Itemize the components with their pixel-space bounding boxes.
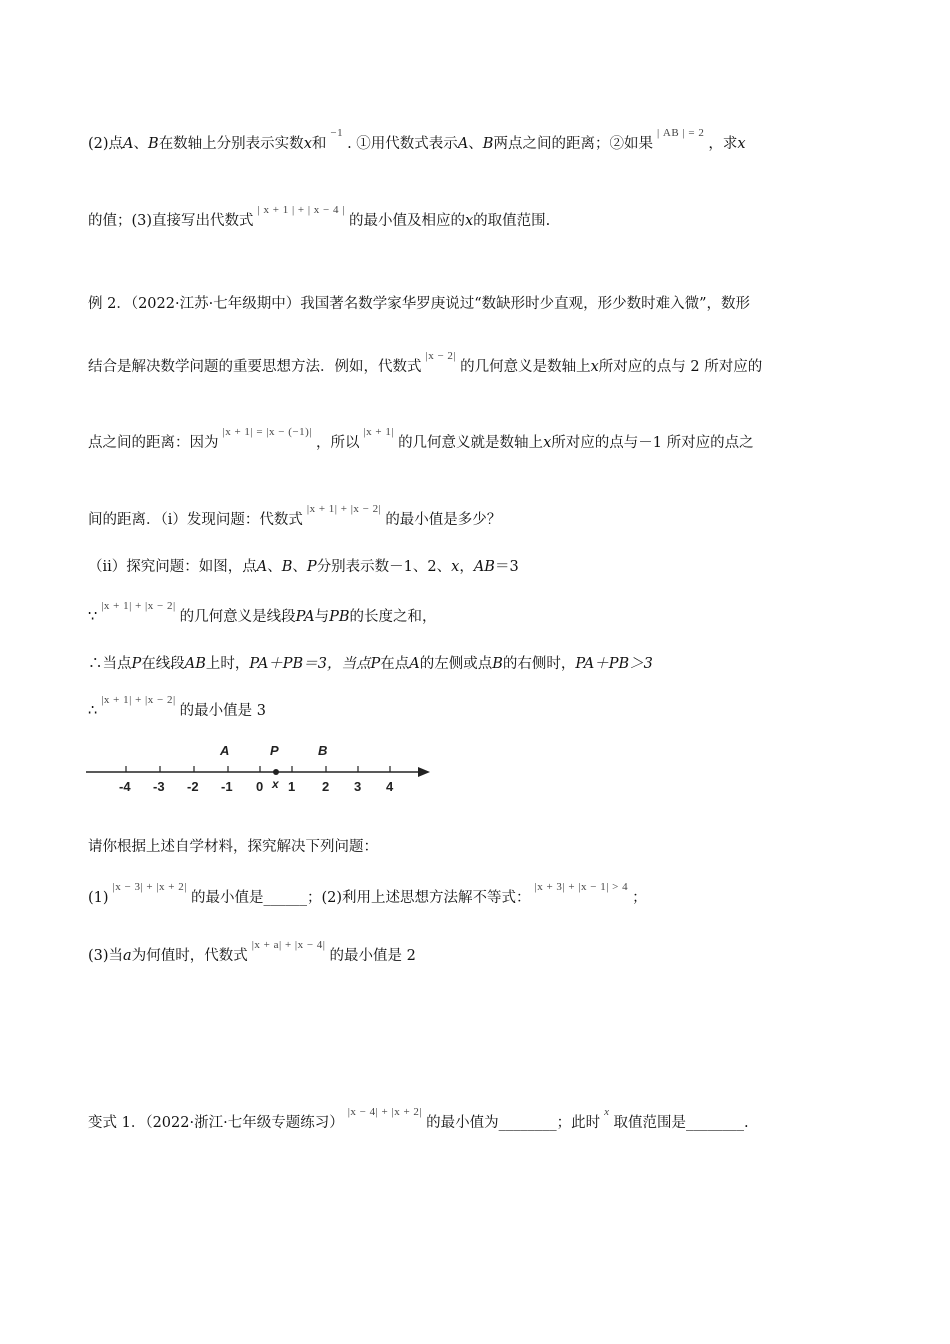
question-1-2: $(1)^{|x - 3| + |x + 2|}$的最小值是______；(2)利用上述思想方法解不等式：$^{|x + 3| + |x - 1| > 4}$； <box>88 881 647 906</box>
example2-line-3: 点之间的距离：因为$^{|x + 1| = |x - (-1)|}$，所以$^{|x + 1|}$的几何意义就是数轴上x所对应的点与－1 所对应的点之 <box>88 426 754 451</box>
tick-label: -2 <box>187 779 199 794</box>
tick-label: -1 <box>221 779 233 794</box>
label-p: P <box>270 743 279 758</box>
point-p-dot <box>273 769 279 775</box>
problem-line-2: 的值；(3)直接写出代数式$^{| x + 1 | + | x - 4 |}$的最小值及相应的x的取值范围. <box>88 204 551 229</box>
label-x: x <box>272 777 279 791</box>
label-b: B <box>318 743 328 758</box>
tick-group <box>119 766 394 794</box>
tick-label: 1 <box>288 779 296 794</box>
questions-intro: 请你根据上述自学材料，探究解决下列问题： <box>88 839 378 855</box>
variant-1: 变式 1．（2022·浙江·七年级专题练习）$^{|x - 4| + |x + 2|}$的最小值为________；此时$^x$取值范围是________. <box>88 1106 749 1131</box>
tick-label: -3 <box>153 779 165 794</box>
formula-neg1: −1 <box>330 127 344 139</box>
tick-label: -4 <box>119 779 131 794</box>
tick-label: 4 <box>386 779 394 794</box>
formula-abs-sum: | x + 1 | + | x − 4 | <box>257 204 345 216</box>
example2-line-1: 例 2．（2022·江苏·七年级期中）我国著名数学家华罗庚说过“数缺形时少直观，形少数时难入微”，数形 <box>88 296 751 312</box>
formula-ab-eq-2: | AB | = 2 <box>656 127 705 139</box>
arrow-icon <box>418 767 430 777</box>
tick-label: 3 <box>354 779 362 794</box>
tick-label: 0 <box>256 779 264 794</box>
label-a: A <box>220 743 230 758</box>
problem-line-1: (2)点A、B在数轴上分别表示实数x和$^{-1}$. ①用代数式表示A、B两点之间的距离；②如果$^{| AB | = 2}$，求x <box>88 127 746 152</box>
example2-line-4: 间的距离．（ⅰ）发现问题：代数式$^{|x + 1| + |x - 2|}$的最小值是多少？ <box>88 503 502 528</box>
question-3: (3)当a为何值时，代数式$^{|x + a| + |x - 4|}$的最小值是 2 <box>88 939 416 964</box>
example2-line-2: 结合是解决数学问题的重要思想方法．例如，代数式$^{|x - 2|}$的几何意义是数轴上x所对应的点与 2 所对应的 <box>88 350 763 375</box>
example2-line-8: ∴$^{|x + 1| + |x - 2|}$的最小值是 3 <box>88 694 266 719</box>
example2-line-6: ∵$^{|x + 1| + |x - 2|}$的几何意义是线段PA与PB的长度之和， <box>88 600 437 625</box>
example2-line-7: ∴当点P在线段AB上时，PA＋PB＝3，当点P在点A的左侧或点B的右侧时，PA＋PB＞3 <box>88 656 653 672</box>
example2-line-5: （ⅱ）探究问题：如图，点A、B、P分别表示数－1、2、x，AB＝3 <box>88 559 519 575</box>
number-line-figure <box>84 738 434 796</box>
tick-label: 2 <box>322 779 330 794</box>
